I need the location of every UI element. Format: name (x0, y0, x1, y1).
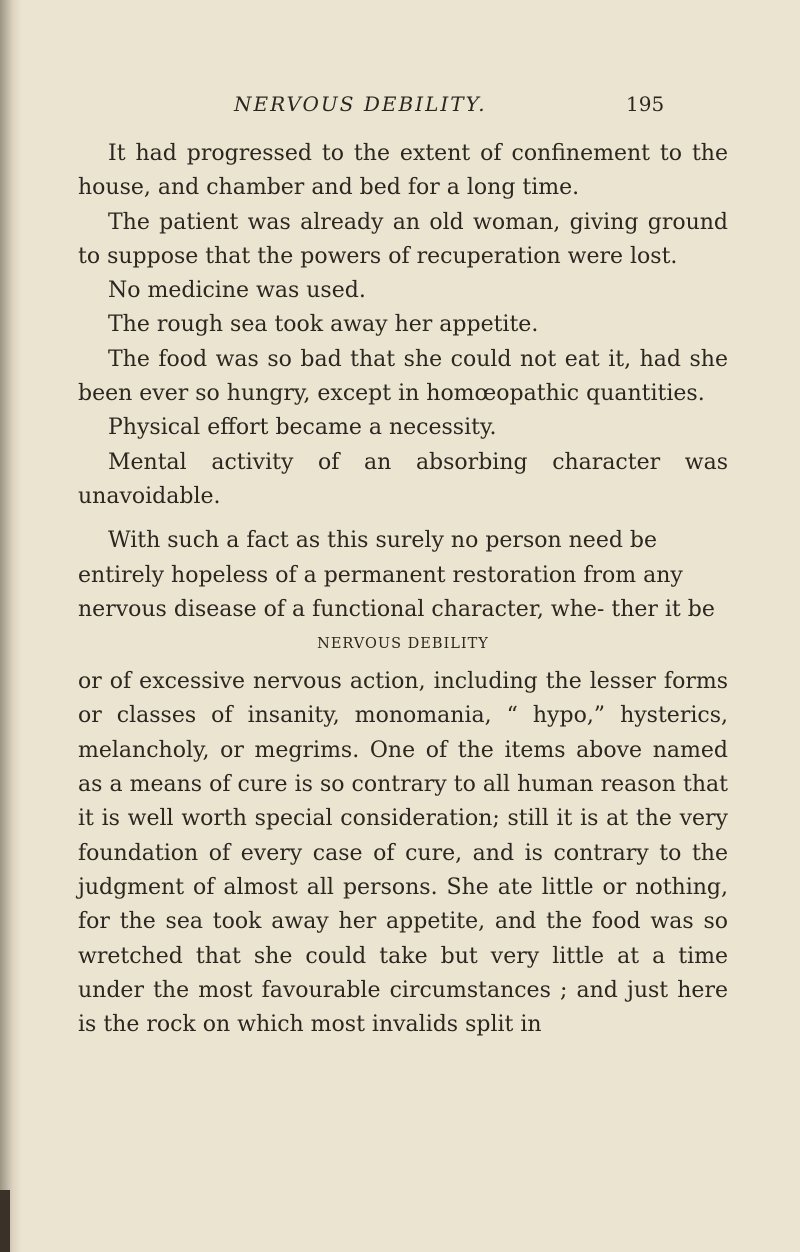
paragraph: It had progressed to the extent of confinement to the house, and chamber and bed for a long time. (78, 141, 728, 201)
paragraph: The rough sea took away her appetite. (108, 312, 539, 338)
running-head (0, 92, 800, 122)
page-body (78, 137, 728, 1042)
paragraph: Physical effort became a necessity. (108, 415, 497, 441)
closing-paragraph: or of excessive nervous action, including the lesser forms or classes of insanity, monomania, “ hypo,” hysterics, melancholy, or megrims. One of the items above named as a means of cure is so contrary to all human reason that it is well worth special consideration; still it is at the very foundation of every case of cure, and is contrary to the judgment of almost all persons. She ate little or nothing, for the sea took away her appetite, and the food was so wretched that she could take but very little at a time under the most favourable circumstances ; and just here is the rock on which most invalids split in (78, 669, 728, 1038)
page-spine-shadow (0, 0, 22, 1252)
paragraph: The food was so bad that she could not eat it, had she been ever so hungry, except in homœopathic quantities. (78, 346, 728, 407)
paragraph-gap (78, 514, 728, 524)
paragraph: The patient was already an old woman, giving ground to suppose that the powers of recuperation were lost. (78, 209, 728, 269)
running-title: NERVOUS DEBILITY. (234, 92, 487, 116)
paragraph: Mental activity of an absorbing character was unavoidable. (78, 449, 728, 509)
binding-mark (0, 1190, 10, 1252)
page-number: 195 (626, 92, 665, 116)
section-subheading: NERVOUS DEBILITY (317, 636, 489, 653)
paragraph: With such a fact as this surely no person need be entirely hopeless of a permanent restoration from any nervous disease of a functional character, whe- ther it be (78, 528, 715, 622)
paragraph: No medicine was used. (108, 278, 366, 304)
